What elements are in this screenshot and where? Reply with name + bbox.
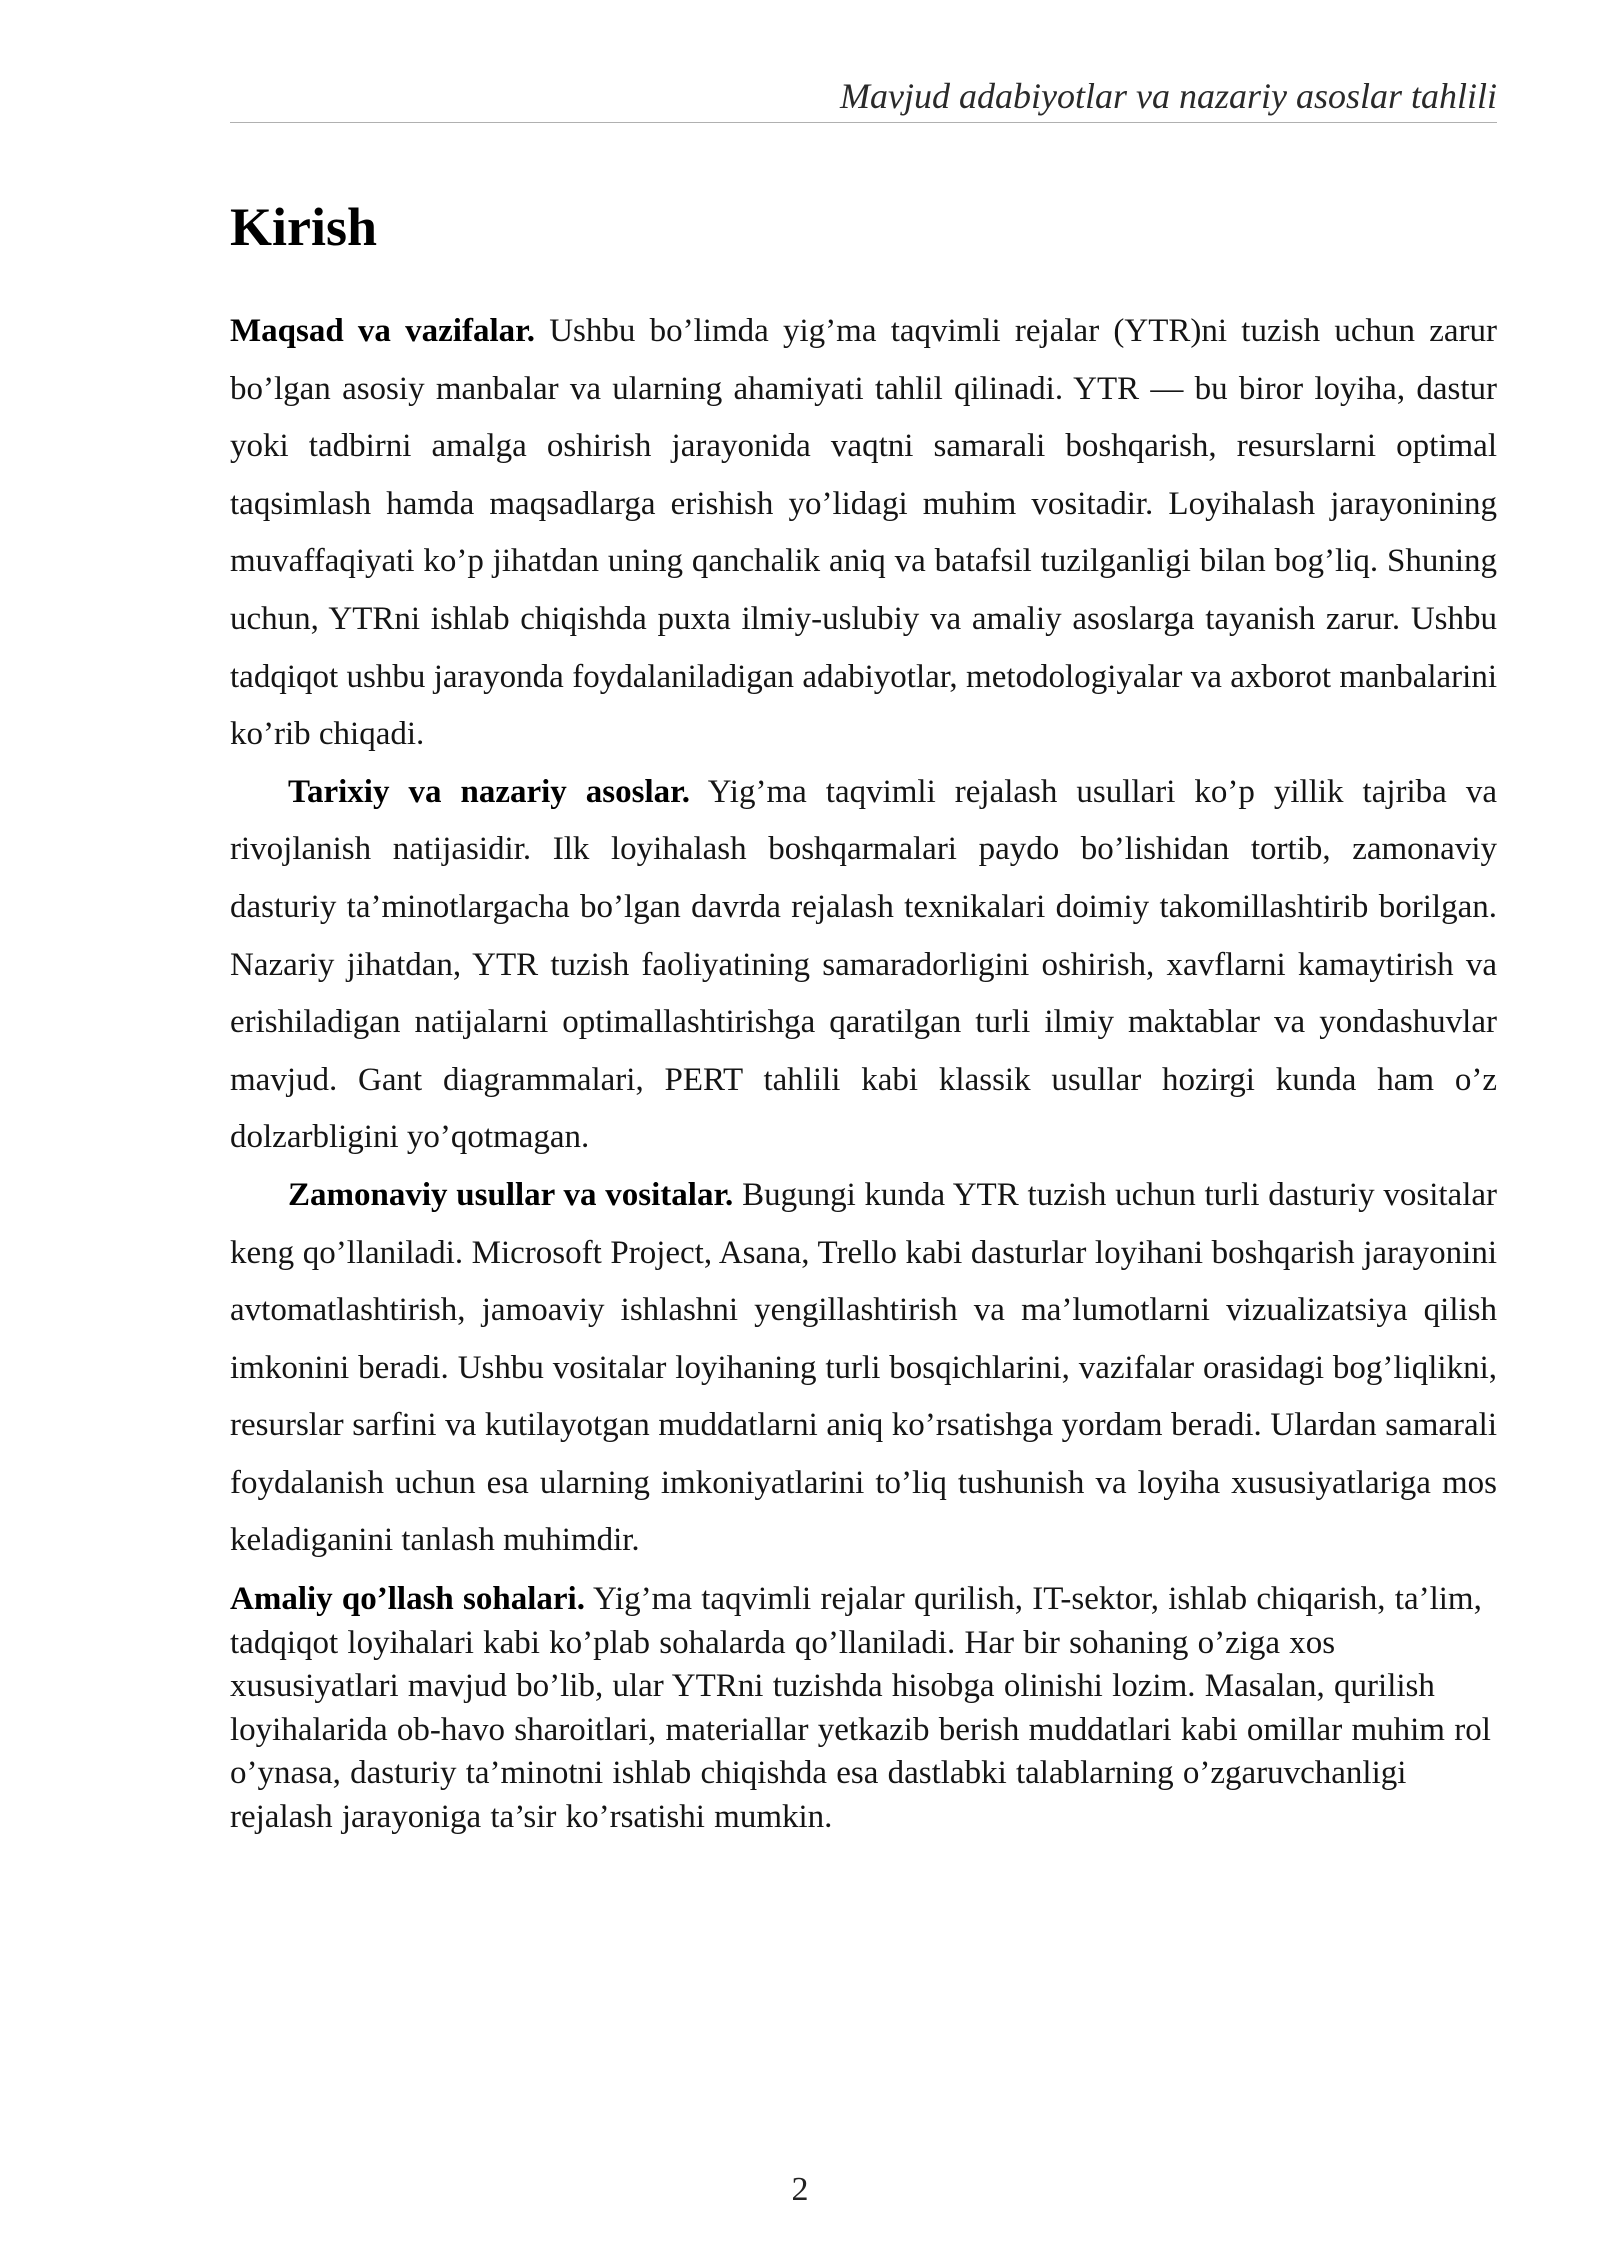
paragraph-lead: Zamonaviy usullar va vositalar.	[288, 1176, 734, 1213]
page-number: 2	[791, 2171, 809, 2208]
paragraph-goals	[230, 303, 1497, 764]
body-text	[230, 303, 1497, 1839]
running-header: Mavjud adabiyotlar va nazariy asoslar tahlili	[840, 76, 1497, 116]
paragraph-lead: Tarixiy va nazariy asoslar.	[288, 773, 691, 810]
paragraph-history	[230, 764, 1497, 1167]
paragraph-applications	[230, 1578, 1497, 1839]
section-title: Kirish	[230, 197, 378, 257]
header-divider	[230, 122, 1497, 123]
paragraph-body: Yig’ma taqvimli rejalash usullari ko’p yillik tajriba va rivojlanish natijasidir. Ilk loyihalash boshqarmalari paydo bo’lishidan tortib, zamonaviy dasturiy ta’minotlargacha bo’lgan davrda rejalash texnikalari doimiy takomillashtirib borilgan. Nazariy jihatdan, YTR tuzish faoliyatining samaradorligini oshirish, xavflarni kamaytirish va erishiladigan natijalarni optimallashtirishga qaratilgan turli ilmiy maktablar va yondashuvlar mavjud. Gant diagrammalari, PERT tahlili kabi klassik usullar hozirgi kunda ham o’z dolzarbligini yo’qotmagan.	[230, 773, 1497, 1156]
paragraph-modern-tools	[230, 1167, 1497, 1570]
paragraph-body: Ushbu bo’limda yig’ma taqvimli rejalar (YTR)ni tuzish uchun zarur bo’lgan asosiy manbalar va ularning ahamiyati tahlil qilinadi. YTR — bu biror loyiha, dastur yoki tadbirni amalga oshirish jarayonida vaqtni samarali boshqarish, resurslarni optimal taqsimlash hamda maqsadlarga erishish yo’lidagi muhim vositadir. Loyihalash jarayonining muvaffaqiyati ko’p jihatdan uning qanchalik aniq va batafsil tuzilganligi bilan bog’liq. Shuning uchun, YTRni ishlab chiqishda puxta ilmiy-uslubiy va amaliy asoslarga tayanish zarur. Ushbu tadqiqot ushbu jarayonda foydalaniladigan adabiyotlar, metodologiyalar va axborot manbalarini ko’rib chiqadi.	[230, 313, 1497, 753]
paragraph-lead: Maqsad va vazifalar.	[230, 313, 535, 349]
paragraph-lead: Amaliy qo’llash sohalari.	[230, 1581, 585, 1618]
paragraph-body: Yig’ma taqvimli rejalar qurilish, IT-sektor, ishlab chiqarish, ta’lim, tadqiqot loyihalari kabi ko’plab sohalarda qo’llaniladi. Har bir sohaning o’ziga xos xususiyatlari mavjud bo’lib, ular YTRni tuzishda hisobga olinishi lozim. Masalan, qurilish loyihalarida ob-havo sharoitlari, materiallar yetkazib berish muddatlari kabi omillar muhim rol o’ynasa, dasturiy ta’minotni ishlab chiqishda esa dastlabki talablarning o’zgaruvchanligi rejalash jarayoniga ta’sir ko’rsatishi mumkin.	[230, 1581, 1491, 1835]
paragraph-body: Bugungi kunda YTR tuzish uchun turli dasturiy vositalar keng qo’llaniladi. Microsoft Project, Asana, Trello kabi dasturlar loyihani boshqarish jarayonini avtomatlashtirish, jamoaviy ishlashni yengillashtirish va ma’lumotlarni vizualizatsiya qilish imkonini beradi. Ushbu vositalar loyihaning turli bosqichlarini, vazifalar orasidagi bog’liqlikni, resurslar sarfini va kutilayotgan muddatlarni aniq ko’rsatishga yordam beradi. Ulardan samarali foydalanish uchun esa ularning imkoniyatlarini to’liq tushunish va loyiha xususiyatlariga mos keladiganini tanlash muhimdir.	[230, 1176, 1497, 1559]
